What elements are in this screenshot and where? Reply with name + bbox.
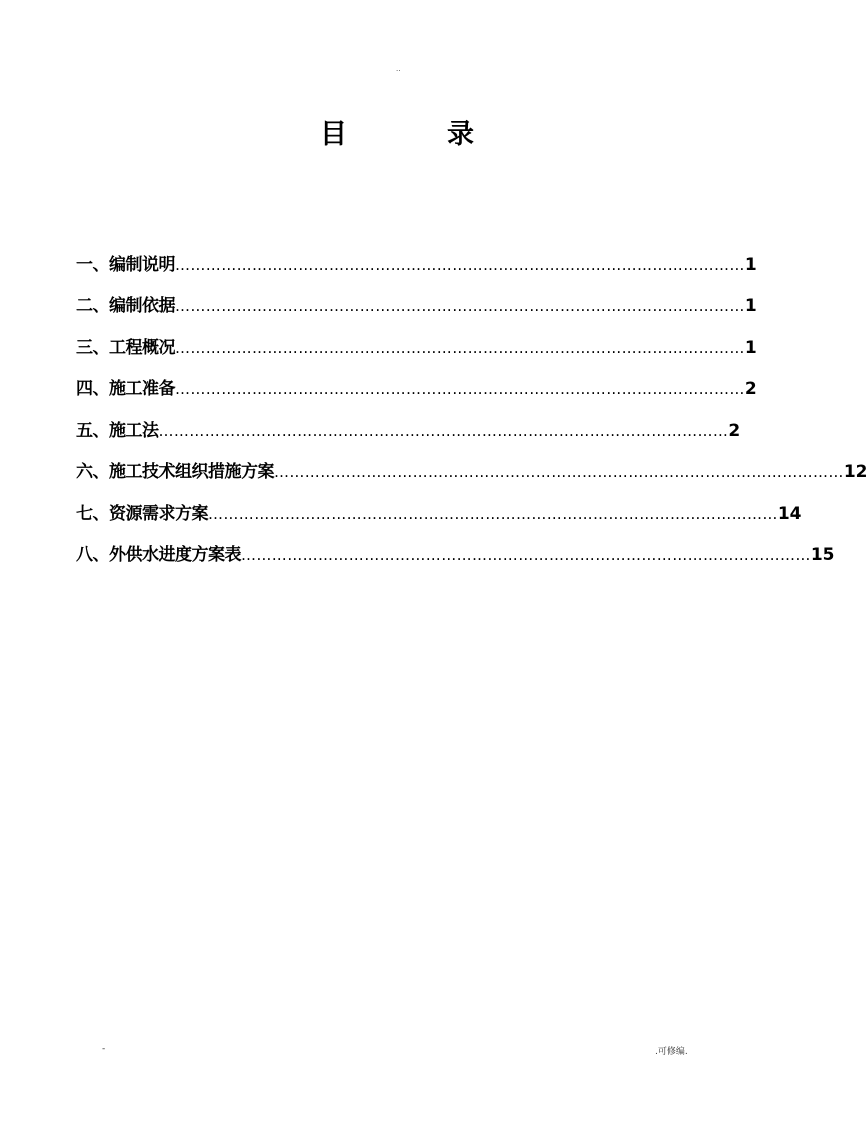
toc-entry-page: 14 (777, 504, 802, 524)
toc-entry-page: 12 (843, 462, 867, 482)
toc-entry-4[interactable] (76, 376, 757, 402)
footer-right-text: .可修编. (655, 1047, 688, 1057)
toc-entry-8[interactable] (76, 542, 835, 568)
title-char-left: 目 (320, 119, 347, 150)
toc-entry-label: 四、施工准备 (76, 379, 175, 399)
toc-leader-dots: ………………………………………………………………………………………………… (175, 380, 745, 398)
toc-leader-dots: ………………………………………………………………………………………………… (241, 546, 811, 564)
toc-entry-5[interactable] (76, 418, 741, 444)
toc-leader-dots: ………………………………………………………………………………………………… (274, 463, 844, 481)
toc-entry-label: 七、资源需求方案 (76, 504, 208, 524)
toc-entry-page: 2 (744, 379, 757, 399)
toc-entry-label: 五、施工法 (76, 421, 159, 441)
toc-leader-dots: ………………………………………………………………………………………………… (175, 339, 745, 357)
toc-entry-page: 1 (744, 296, 757, 316)
toc-entry-label: 一、编制说明 (76, 255, 175, 275)
toc-entry-page: 1 (744, 255, 757, 275)
toc-entry-6[interactable] (76, 459, 867, 485)
toc-leader-dots: ………………………………………………………………………………………………… (158, 422, 729, 440)
toc-leader-dots: ………………………………………………………………………………………………… (175, 256, 745, 274)
toc-entry-page: 15 (810, 545, 835, 565)
footer-left-mark: - (102, 1044, 106, 1054)
toc-leader-dots: ………………………………………………………………………………………………… (175, 297, 745, 315)
toc-entry-2[interactable] (76, 293, 757, 319)
toc-leader-dots: ………………………………………………………………………………………………… (208, 505, 778, 523)
toc-entry-label: 六、施工技术组织措施方案 (76, 462, 274, 482)
page-title (0, 112, 794, 151)
toc-entry-label: 八、外供水进度方案表 (76, 545, 241, 565)
toc-entry-3[interactable] (76, 335, 757, 361)
toc-entry-page: 2 (728, 421, 741, 441)
title-char-right: 录 (447, 119, 474, 150)
toc-entry-7[interactable] (76, 501, 802, 527)
toc-entry-1[interactable] (76, 252, 757, 278)
toc-entry-page: 1 (744, 338, 757, 358)
header-mark: .. (396, 65, 401, 73)
toc-entry-label: 二、编制依据 (76, 296, 175, 316)
toc-entry-label: 三、工程概况 (76, 338, 175, 358)
